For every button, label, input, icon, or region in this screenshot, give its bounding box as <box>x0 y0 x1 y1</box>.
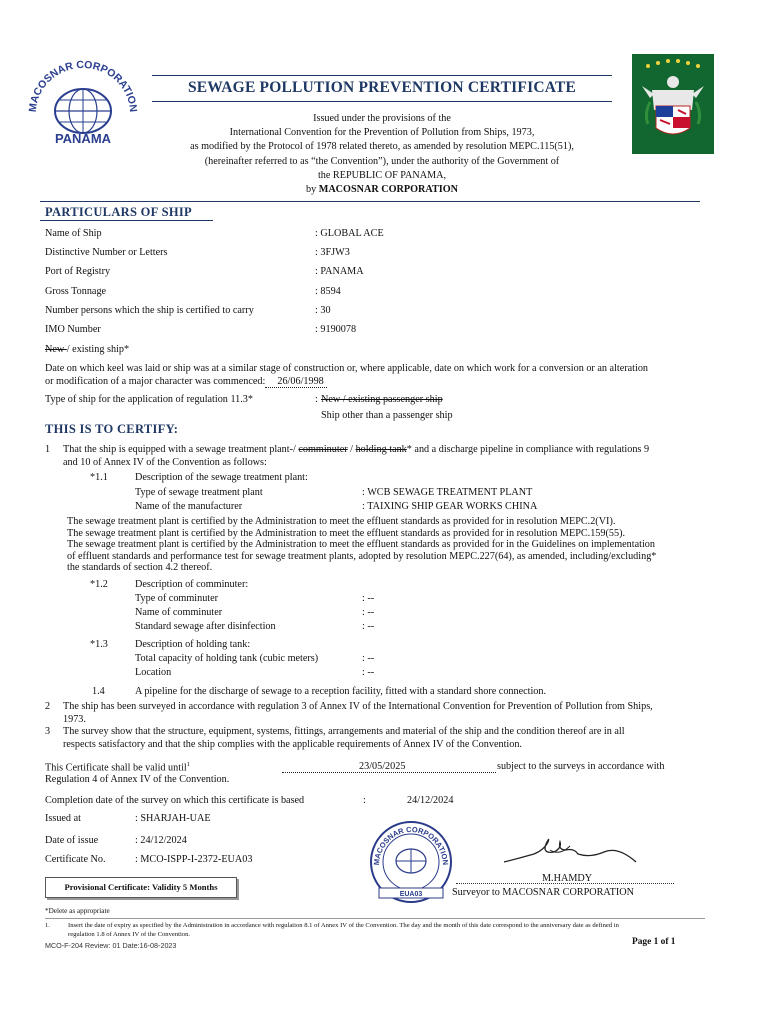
valid-suffix: subject to the surveys in accordance with <box>497 761 665 772</box>
port-of-registry-value: : PANAMA <box>315 266 364 277</box>
provisional-certificate-box <box>45 877 237 898</box>
sub-1-1-number: *1.1 <box>90 472 108 483</box>
item-1-d: * and a discharge pipeline in compliance with regulations 9 <box>406 444 650 455</box>
row-label: IMO Number <box>45 324 101 335</box>
company-stamp <box>365 814 457 912</box>
keel-line-2 <box>45 376 648 389</box>
form-reference: MCO-F-204 Review: 01 Date:16-08-2023 <box>45 941 177 950</box>
issued-at-value: : SHARJAH-UAE <box>135 813 211 824</box>
delete-note: *Delete as appropriate <box>45 907 110 915</box>
row-label: Port of Registry <box>45 266 111 277</box>
item-1-line-1 <box>63 444 649 457</box>
row-label: Name of Ship <box>45 228 102 239</box>
new-existing-ship <box>45 344 129 355</box>
note-line: The sewage treatment plant is certified by the Administration to meet the effluent standards as provided for in resolution MEPC.2(VI). <box>67 516 616 527</box>
valid-until-date <box>282 761 496 773</box>
sub-1-3-number: *1.3 <box>90 639 108 650</box>
item-2-text <box>63 701 653 726</box>
item-1-line-2: and 10 of Annex IV of the Convention as follows: <box>63 456 267 468</box>
keel-date: 26/06/1998 <box>265 376 326 388</box>
row-label: Certificate No. <box>45 854 106 865</box>
issuing-organization: MACOSNAR CORPORATION <box>318 184 459 196</box>
certify-heading: THIS IS TO CERTIFY: <box>45 422 179 436</box>
row-value: : -- <box>362 593 375 604</box>
valid-date-text: 23/05/2025 <box>359 761 406 772</box>
issued-by-line <box>152 183 612 197</box>
item-3-line-1: The survey show that the structure, equipment, systems, fittings, arrangements and material of the ship and the condition thereof are in all <box>63 726 625 737</box>
footnote-ref: 1 <box>186 761 190 768</box>
row-label: Distinctive Number or Letters <box>45 247 168 258</box>
row-label: Date of issue <box>45 835 99 846</box>
certificate-number-value: : MCO-ISPP-I-2372-EUA03 <box>135 854 253 865</box>
note-line: of effluent standards and performance test for sewage treatment plants, adopted by resolution MEPC.227(64), as amended, including/excluding* <box>67 550 657 562</box>
item-2-number: 2 <box>45 701 51 712</box>
sub-1-3-title: Description of holding tank: <box>135 639 251 650</box>
validity-line-1 <box>45 761 190 773</box>
row-label: Type of comminuter <box>135 593 219 604</box>
stamp-office-code: EUA03 <box>399 891 423 898</box>
existing-ship-text: / existing ship* <box>66 344 130 355</box>
header-title-rule <box>152 101 612 102</box>
keel-line-2-text: or modification of a major character was commenced: <box>45 375 266 387</box>
row-label: Location <box>135 667 172 678</box>
sub-1-4-text: A pipeline for the discharge of sewage to a reception facility, fitted with a standard shore connection. <box>135 686 547 697</box>
preamble-line: Issued under the provisions of the <box>313 113 451 124</box>
footnote-line-2: regulation 1.8 of Annex IV of the Convention. <box>68 930 191 938</box>
particulars-heading-rule <box>40 220 213 221</box>
preamble-line: International Convention for the Prevention of Pollution from Ships, 1973, <box>229 127 535 139</box>
item-3-text <box>63 726 625 751</box>
item-2-line-1: The ship has been surveyed in accordance with regulation 3 of Annex IV of the International Convention for Prevention of Pollution from Ships, <box>63 701 653 712</box>
item-3-number: 3 <box>45 726 51 737</box>
item-2-line-2: 1973. <box>63 713 86 725</box>
item-3-line-2: respects satisfactory and that the ship complies with the applicable requirements of Annex IV of the Convention. <box>63 738 522 750</box>
header-top-rule <box>152 75 612 76</box>
note-line: The sewage treatment plant is certified by the Administration to meet the effluent standards as provided for in the Guidelines on implementation <box>67 539 655 551</box>
item-1-b: -/ <box>289 444 299 455</box>
page-title: SEWAGE POLLUTION PREVENTION CERTIFICATE <box>187 79 577 96</box>
passenger-ship-strikethrough: New / existing passenger ship <box>321 394 443 405</box>
imo-number-value: : 9190078 <box>315 324 357 335</box>
ship-type-colon: : <box>315 394 318 405</box>
item-1-number: 1 <box>45 444 51 455</box>
row-label: Type of sewage treatment plant <box>135 487 263 498</box>
preamble-line: as modified by the Protocol of 1978 related thereto, as amended by resolution MEPC.115(51), <box>190 141 574 153</box>
footnote-line-1: Insert the date of expiry as specified by the Administration in accordance with regulation 8.1 of Annex IV of the Convention. The day and the month of this date correspond to the anniversary date as defined in <box>68 922 619 929</box>
logo-panama-text: PANAMA <box>54 131 112 146</box>
completion-label: Completion date of the survey on which this certificate is based <box>45 795 305 806</box>
date-of-issue-value: : 24/12/2024 <box>135 835 187 846</box>
plant-certification-notes <box>67 516 656 574</box>
persons-value: : 30 <box>315 305 331 316</box>
row-value: : -- <box>362 607 375 618</box>
row-label: Issued at <box>45 813 81 824</box>
surveyor-role: Surveyor to MACOSNAR CORPORATION <box>452 887 634 898</box>
row-label: Name of comminuter <box>135 607 223 618</box>
header-bottom-rule <box>40 201 700 202</box>
plant-type-value: : WCB SEWAGE TREATMENT PLANT <box>362 487 533 498</box>
row-label: Name of the manufacturer <box>135 501 243 512</box>
holding-tank-strikethrough: holding tank <box>355 444 407 455</box>
svg-text:MACOSNAR CORPORATION: MACOSNAR CORPORATION <box>26 58 140 113</box>
svg-text:MACOSNAR CORPORATION: MACOSNAR CORPORATION <box>371 824 451 866</box>
item-1-a: That the ship is equipped with a sewage treatment plant <box>63 444 290 455</box>
page-number: Page 1 of 1 <box>632 937 676 947</box>
surveyor-name: M.HAMDY <box>542 873 593 884</box>
footer-rule <box>45 918 705 919</box>
row-label: Total capacity of holding tank (cubic meters) <box>135 653 319 664</box>
sub-1-2-number: *1.2 <box>90 579 108 590</box>
new-ship-strikethrough: New <box>45 344 67 355</box>
footnote-number: 1. <box>45 922 50 929</box>
company-logo <box>24 55 142 150</box>
row-value: : -- <box>362 621 375 632</box>
issuance-preamble <box>152 112 612 197</box>
sub-1-4-number: 1.4 <box>92 686 105 697</box>
validity-line-2: Regulation 4 of Annex IV of the Convention. <box>45 774 230 785</box>
keel-line-1: Date on which keel was laid or ship was at a similar stage of construction or, where applicable, date on which work for a conversion or an alteration <box>45 363 649 374</box>
ship-name-value: : GLOBAL ACE <box>315 228 384 239</box>
completion-date: 24/12/2024 <box>407 795 454 806</box>
row-label: Number persons which the ship is certified to carry <box>45 305 254 316</box>
keel-laid-text <box>45 363 648 388</box>
ship-type-label: Type of ship for the application of regulation 11.3* <box>45 394 253 405</box>
call-sign-value: : 3FJW3 <box>315 247 350 258</box>
sub-1-1-title: Description of the sewage treatment plant: <box>135 472 308 483</box>
item-1-c: / <box>347 444 356 455</box>
completion-colon: : <box>363 795 366 806</box>
provisional-certificate-text: Provisional Certificate: Validity 5 Months <box>64 882 218 892</box>
footnote-text <box>68 922 619 939</box>
surveyor-signature <box>500 828 640 876</box>
sub-1-2-title: Description of comminuter: <box>135 579 249 590</box>
gross-tonnage-value: : 8594 <box>315 286 341 297</box>
particulars-heading: PARTICULARS OF SHIP <box>45 205 192 219</box>
row-value: : -- <box>362 667 375 678</box>
note-line: The sewage treatment plant is certified by the Administration to meet the effluent standards as provided for in resolution MEPC.159(55). <box>67 527 626 539</box>
preamble-line: (hereinafter referred to as “the Convention”), under the authority of the Government of <box>204 155 560 167</box>
row-label: Standard sewage after disinfection <box>135 621 276 632</box>
comminuter-strikethrough: comminuter <box>298 444 348 455</box>
manufacturer-value: : TAIXING SHIP GEAR WORKS CHINA <box>362 501 538 512</box>
note-line: the standards of section 4.2 thereof. <box>67 562 213 574</box>
row-value: : -- <box>362 653 375 664</box>
by-prefix: by <box>305 184 317 196</box>
item-1-text <box>63 444 649 469</box>
panama-coat-of-arms <box>632 54 714 154</box>
preamble-line: the REPUBLIC OF PANAMA, <box>317 169 447 181</box>
row-label: Gross Tonnage <box>45 286 107 297</box>
ship-type-value: Ship other than a passenger ship <box>321 410 453 421</box>
valid-prefix: This Certificate shall be valid until <box>45 762 187 774</box>
